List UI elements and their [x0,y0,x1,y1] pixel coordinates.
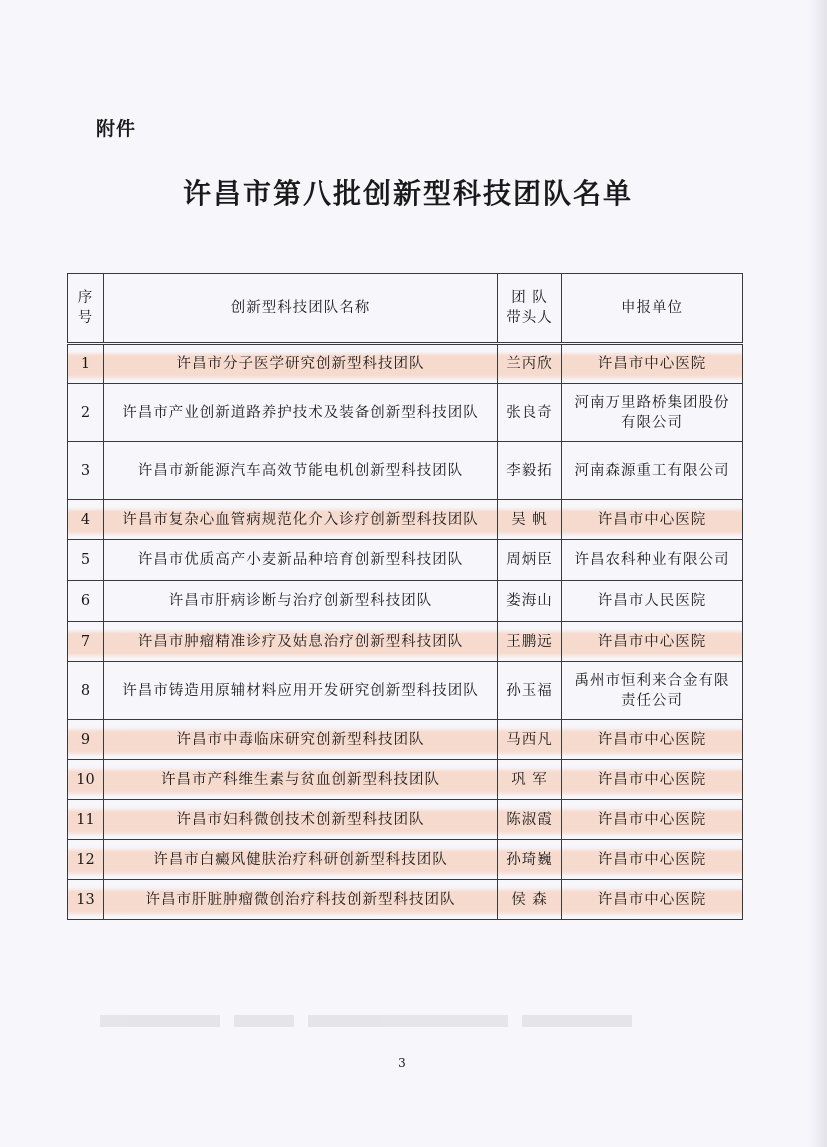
team-leader: 吴 帆 [498,500,562,540]
page-number: 3 [398,1056,406,1070]
applying-unit: 许昌市中心医院 [562,760,743,800]
page-edge-shadow [809,0,827,1147]
applying-unit [562,384,743,442]
team-name: 许昌市优质高产小麦新品种培育创新型科技团队 [104,540,498,581]
team-leader: 李毅拓 [498,442,562,500]
applying-unit [562,662,743,720]
team-leader: 孙玉福 [498,662,562,720]
header-serial-line2: 号 [77,310,94,326]
row-number: 6 [68,581,104,622]
table-row [68,800,743,840]
team-leader: 孙琦巍 [498,840,562,880]
team-leader: 张良奇 [498,384,562,442]
team-name: 许昌市复杂心血管病规范化介入诊疗创新型科技团队 [104,500,498,540]
table-row [68,720,743,760]
row-number: 8 [68,662,104,720]
row-number: 2 [68,384,104,442]
team-leader: 周炳臣 [498,540,562,581]
applying-unit: 许昌市中心医院 [562,840,743,880]
table-row [68,442,743,500]
row-number: 5 [68,540,104,581]
table-row [68,622,743,662]
row-number: 12 [68,840,104,880]
team-list-table [67,273,743,920]
team-name: 许昌市肿瘤精准诊疗及姑息治疗创新型科技团队 [104,622,498,662]
row-number: 9 [68,720,104,760]
row-number: 7 [68,622,104,662]
team-name: 许昌市产科维生素与贫血创新型科技团队 [104,760,498,800]
applying-unit-line1: 河南万里路桥集团股份 [574,394,730,411]
applying-unit-line1: 禹州市恒利来合金有限 [574,672,730,689]
applying-unit: 许昌市人民医院 [562,581,743,622]
applying-unit: 许昌市中心医院 [562,500,743,540]
team-leader: 王鹏远 [498,622,562,662]
applying-unit: 许昌市中心医院 [562,880,743,920]
row-number: 3 [68,442,104,500]
team-name: 许昌市产业创新道路养护技术及装备创新型科技团队 [104,384,498,442]
team-leader: 陈淑霞 [498,800,562,840]
applying-unit: 许昌市中心医院 [562,344,743,384]
table-row [68,880,743,920]
header-team-leader [498,274,562,344]
table-row [68,581,743,622]
team-name: 许昌市铸造用原辅材料应用开发研究创新型科技团队 [104,662,498,720]
header-team-name: 创新型科技团队名称 [104,274,498,344]
table-row [68,344,743,384]
header-leader-line1: 团 队 [511,290,548,306]
table-row [68,840,743,880]
team-name: 许昌市中毒临床研究创新型科技团队 [104,720,498,760]
row-number: 4 [68,500,104,540]
team-name: 许昌市分子医学研究创新型科技团队 [104,344,498,384]
row-number: 11 [68,800,104,840]
applying-unit: 许昌市中心医院 [562,622,743,662]
applying-unit: 许昌市中心医院 [562,720,743,760]
header-applying-unit: 申报单位 [562,274,743,344]
applying-unit: 许昌市中心医院 [562,800,743,840]
attachment-label: 附件 [96,118,137,140]
team-leader: 马西凡 [498,720,562,760]
header-serial-number [68,274,104,344]
team-leader: 娄海山 [498,581,562,622]
reverse-side-bleed-through [100,1010,720,1034]
table-row [68,760,743,800]
team-name: 许昌市妇科微创技术创新型科技团队 [104,800,498,840]
table-row [68,500,743,540]
team-name: 许昌市肝脏肿瘤微创治疗科技创新型科技团队 [104,880,498,920]
team-leader: 巩 军 [498,760,562,800]
team-name: 许昌市新能源汽车高效节能电机创新型科技团队 [104,442,498,500]
header-leader-line2: 带头人 [506,310,553,326]
team-name: 许昌市白癜风健肤治疗科研创新型科技团队 [104,840,498,880]
row-number: 13 [68,880,104,920]
table-row [68,384,743,442]
team-leader: 侯 森 [498,880,562,920]
applying-unit: 河南森源重工有限公司 [562,442,743,500]
applying-unit-line2: 责任公司 [621,692,683,709]
team-leader: 兰丙欣 [498,344,562,384]
table-row [68,540,743,581]
row-number: 10 [68,760,104,800]
team-name: 许昌市肝病诊断与治疗创新型科技团队 [104,581,498,622]
table-row [68,662,743,720]
applying-unit-line2: 有限公司 [621,414,683,431]
header-serial-line1: 序 [77,290,94,306]
document-title: 许昌市第八批创新型科技团队名单 [182,177,633,210]
row-number: 1 [68,344,104,384]
applying-unit: 许昌农科种业有限公司 [562,540,743,581]
table-header-row [68,274,743,344]
